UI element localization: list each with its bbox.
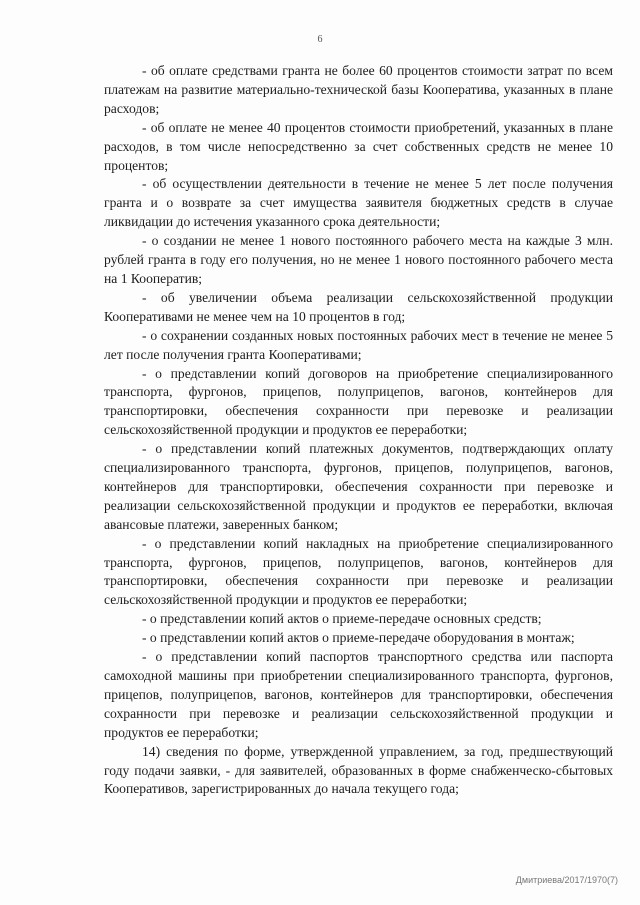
- page-number: 6: [317, 34, 323, 45]
- paragraph: - о сохранении созданных новых постоянных рабочих мест в течение не менее 5 лет после получения гранта Кооперативами;: [104, 327, 613, 362]
- paragraph: - об увеличении объема реализации сельскохозяйственной продукции Кооперативами не менее чем на 10 процентов в год;: [104, 289, 613, 324]
- paragraph: - о создании не менее 1 нового постоянного рабочего места на каждые 3 млн. рублей гранта в году его получения, но не менее 1 нового постоянного рабочего места на 1 Кооператив;: [104, 233, 613, 286]
- paragraph: - о представлении копий актов о приеме-передаче оборудования в монтаж;: [142, 630, 575, 646]
- paragraph: 14) сведения по форме, утвержденной управлением, за год, предшествующий году подачи заявки, - для заявителей, образованных в форме снабженческо-сбытовых Кооперативов, зарегистрированных до начала текущего года;: [104, 743, 613, 797]
- paragraph: - об оплате средствами гранта не более 60 процентов стоимости затрат по всем платежам на развитие материально-технической базы Кооператива, указанных в плане расходов;: [104, 63, 613, 116]
- paragraph: - о представлении копий паспортов транспортного средства или паспорта самоходной машины при приобретении специализированного транспорта, фургонов, прицепов, полуприцепов, вагонов, контейнеров для транспортировки, обеспечения сохранности при перевозке и реализации сельскохозяйственной продукции и продуктов ее переработки;: [104, 649, 613, 740]
- document-footer-code: Дмитриева/2017/1970(7): [515, 875, 618, 885]
- paragraph: - о представлении копий актов о приеме-передаче основных средств;: [142, 611, 542, 627]
- paragraph: - об осуществлении деятельности в течение не менее 5 лет после получения гранта и о возврате за счет имущества заявителя бюджетных средств в случае ликвидации до истечения указанного срока деятельности;: [104, 176, 613, 230]
- paragraph: - о представлении копий платежных документов, подтверждающих оплату специализированного транспорта, фургонов, прицепов, полуприцепов, вагонов, контейнеров для транспортировки, обеспечения сохранности при перевозке и реализации сельскохозяйственной продукции и продуктов ее переработки, включая авансовые платежи, заверенных банком;: [104, 441, 613, 532]
- paragraph: - о представлении копий накладных на приобретение специализированного транспорта, фургонов, прицепов, полуприцепов, вагонов, контейнеров для транспортировки, обеспечения сохранности при перевозке и реализации сельскохозяйственной продукции и продуктов ее переработки;: [104, 535, 613, 608]
- document-body: [104, 62, 613, 799]
- paragraph: - о представлении копий договоров на приобретение специализированного транспорта, фургонов, прицепов, полуприцепов, вагонов, контейнеров для транспортировки, обеспечения сохранности при перевозке и реализации сельскохозяйственной продукции и продуктов ее переработки;: [104, 365, 613, 438]
- paragraph: - об оплате не менее 40 процентов стоимости приобретений, указанных в плане расходов, в том числе непосредственно за счет собственных средств не менее 10 процентов;: [104, 119, 613, 173]
